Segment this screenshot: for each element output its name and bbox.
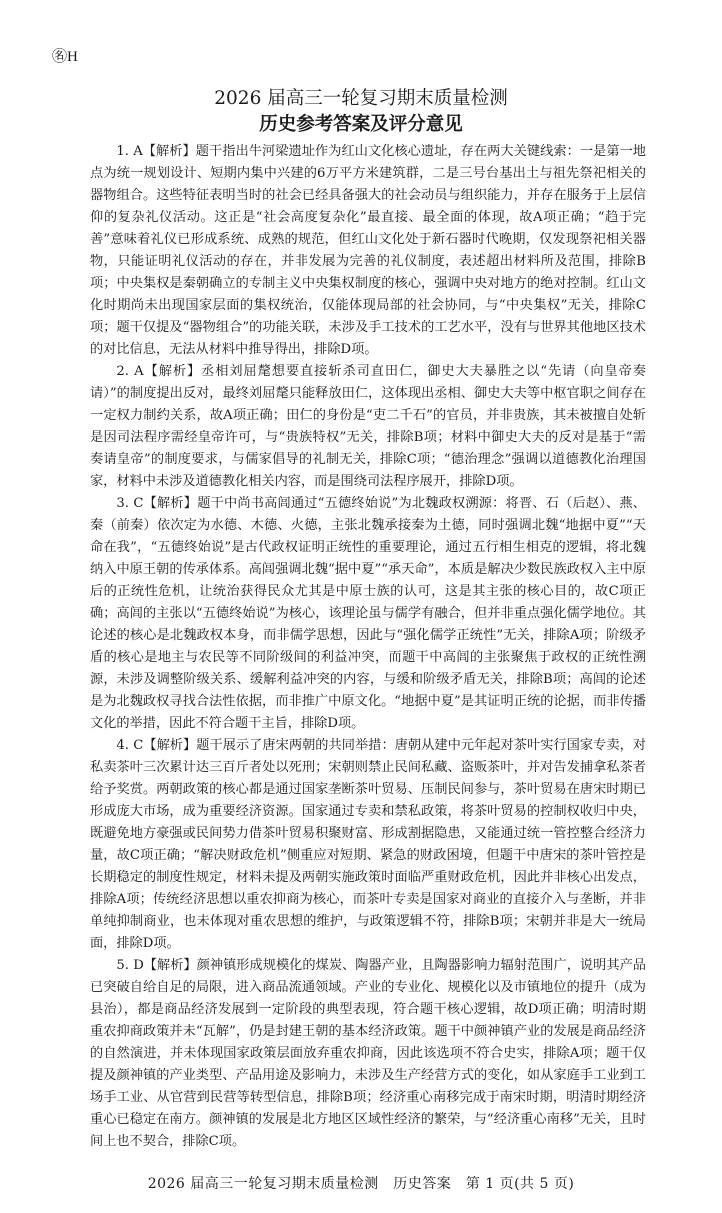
document-subtitle: 历史参考答案及评分意见 (259, 114, 463, 135)
answer-paragraph-3: 3. C【解析】题干中尚书高闾通过“五德终始说”为北魏政权溯源：将晋、石（后赵）、燕、秦（前秦）依次定为水德、木德、火德，主张北魏承接秦为土德，同时强调北魏“地据中夏”“天命在我”，“五德终始说”是古代政权证明正统性的重要理论，通过五行相生相克的逻辑，将北魏纳入中原王朝的传承体系。高闾强调北魏“据中夏”“承天命”，本质是解决少数民族政权入主中原后的正统性危机，让统治获得民众尤其是中原士族的认可，这是其主张的核心目的，故C项正确；高闾的主张以“五德终始说”为核心，该理论虽与儒学有融合，但并非重点强化儒学地位。其论述的核心是北魏政权本身，而非儒学思想，因此与“强化儒学正统性”无关，排除A项；阶级矛盾的核心是地主与农民等不同阶级间的利益冲突，而题干中高闾的主张聚焦于政权的正统性溯源，未涉及调整阶级关系、缓解利益冲突的内容，与缓和阶级矛盾无关，排除B项；高闾的论述是为北魏政权寻找合法性依据，而非推广中原文化。“地据中夏”是其证明正统的论据，而非传播文化的举措，因此不符合题干主旨，排除D项。 (90, 496, 646, 731)
answer-body (90, 141, 646, 1153)
answer-paragraph-1: 1. A【解析】题干指出牛河梁遗址作为红山文化核心遗址，存在两大关键线索：一是第一地点为统一规划设计、短期内集中兴建的6万平方米建筑群，二是三号台基出土与祖先祭祀相关的器物组合。这些特征表明当时的社会已经具备强大的社会动员与组织能力，并存在服务于上层信仰的复杂礼仪活动。这正是“社会高度复杂化”最直接、最全面的体现，故A项正确；“趋于完善”意味着礼仪已形成系统、成熟的规范，但红山文化处于新石器时代晚期，仅发现祭祀相关器物，只能证明礼仪活动的存在，并非发展为完善的礼仪制度，表述超出材料所及范围，排除B项；中央集权是秦朝确立的专制主义中央集权制度的核心，强调中央对地方的绝对控制。红山文化时期尚未出现国家层面的集权统治，仅能体现局部的社会协同，与“中央集权”无关，排除C项；题干仅提及“器物组合”的功能关联，未涉及手工技术的工艺水平，没有与世界其他地区技术的对比信息，无法从材料中推导得出，排除D项。 (90, 144, 646, 357)
page-footer: 2026 届高三一轮复习期末质量检测 历史答案 第 1 页(共 5 页) (147, 1176, 575, 1192)
answer-paragraph-4: 4. C【解析】题干展示了唐宋两朝的共同举措：唐朝从建中元年起对茶叶实行国家专卖，对私卖茶叶三次累计达三百斤者处以死刑；宋朝则禁止民间私藏、盗贩茶叶，并对告发捕拿私茶者给予奖赏。两朝政策的核心都是通过国家垄断茶叶贸易、压制民间参与，茶叶贸易在唐宋时期已形成庞大市场，成为重要经济资源。国家通过专卖和禁私政策，将茶叶贸易的控制权收归中央，既避免地方豪强或民间势力借茶叶贸易积聚财富、形成割据隐患，又能通过统一管控整合经济力量，故C项正确；“解决财政危机”侧重应对短期、紧急的财政困境，但题干中唐宋的茶叶管控是长期稳定的制度性规定，材料未提及两朝实施政策时面临严重财政危机，因此并非核心出发点，排除A项；传统经济思想以重农抑商为核心，而茶叶专卖是国家对商业的直接介入与垄断，并非单纯抑制商业，也未体现对重农思想的维护，与政策逻辑不符，排除B项；宋朝并非是大一统局面，排除D项。 (90, 738, 646, 951)
exam-code-mark: ㊔H (52, 49, 78, 65)
answer-paragraph-5: 5. D【解析】颜神镇形成规模化的煤炭、陶器产业，且陶器影响力辐射范围广，说明其产品已突破自给自足的局限，进入商品流通领域。产业的专业化、规模化以及市镇地位的提升（成为县治），都是商品经济发展到一定阶段的典型表现，符合题干核心逻辑，故D项正确；明清时期重农抑商政策并未“瓦解”，仍是封建王朝的基本经济政策。题干中颜神镇产业的发展是商品经济的自然演进，并未体现国家政策层面放弃重农抑商，因此该选项不符合史实，排除A项；题干仅提及颜神镇的产业类型、产品用途及影响力，未涉及生产经营方式的变化，如从家庭手工业到工场手工业、从官营到民营等转型信息，排除B项；经济重心南移完成于南宋时期，明清时期经济重心已稳定在南方。颜神镇的发展是北方地区区域性经济的繁荣，与“经济重心南移”无关，且时间上也不契合，排除C项。 (90, 958, 646, 1149)
document-title: 2026 届高三一轮复习期末质量检测 (214, 88, 508, 109)
answer-paragraph-2: 2. A【解析】丞相刘屈氂想要直接斩杀司直田仁，御史大夫暴胜之以“先请（向皇帝奏请）”的制度提出反对，最终刘屈氂只能释放田仁，这体现出丞相、御史大夫等中枢官职之间存在一定权力制约关系，故A项正确；田仁的身份是“吏二千石”的官员，并非贵族，其未被擅自处斩是因司法程序需经皇帝许可，与“贵族特权”无关，排除B项；材料中御史大夫的反对是基于“需奏请皇帝”的制度要求，与儒家倡导的礼制无关，排除C项；“德治理念”强调以道德教化治理国家，材料中未涉及道德教化相关内容，而是围绕司法程序展开，排除D项。 (90, 364, 646, 489)
